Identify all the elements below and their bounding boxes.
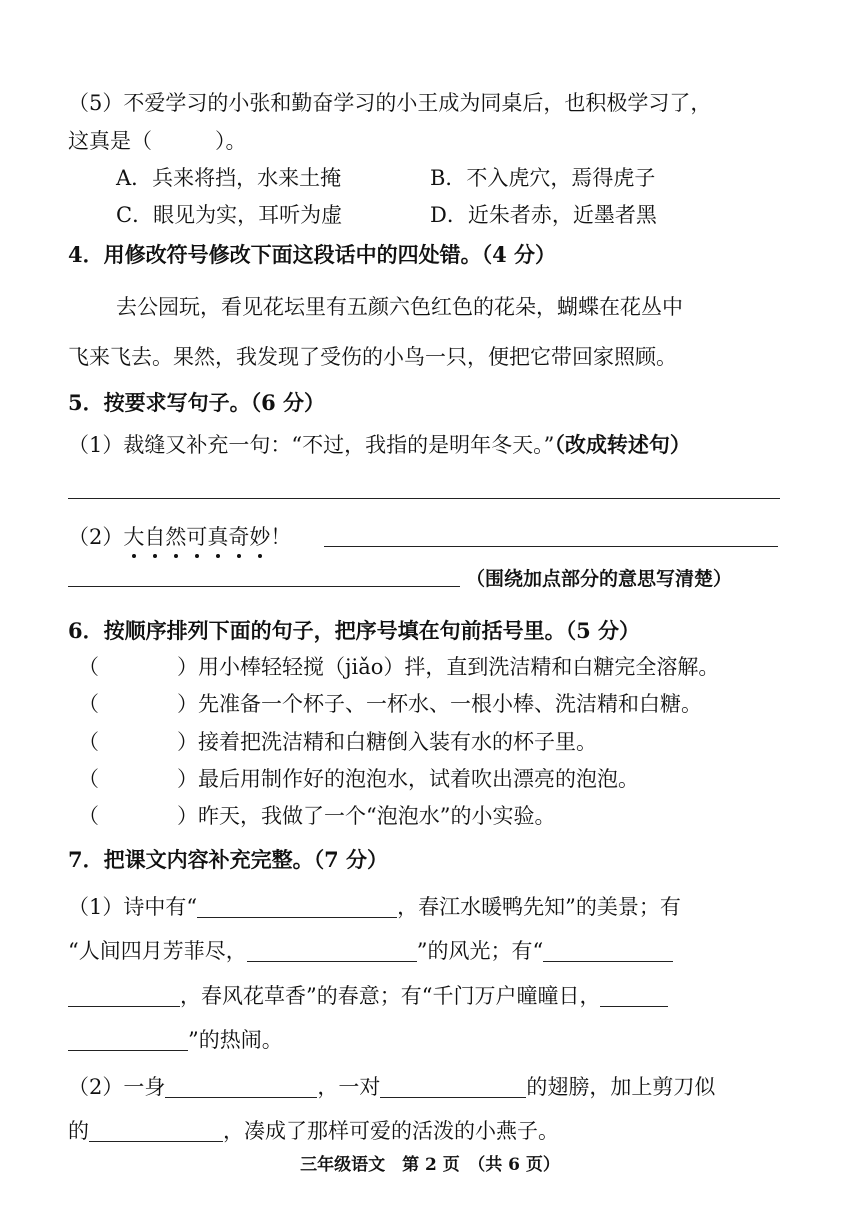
q7-p1-line3 [68,981,668,1011]
close-paren: ） [177,804,198,828]
q7-p2-text-a: （2）一身 [68,1075,166,1099]
q7-title: 7．把课文内容补充完整。（7 分） [68,847,389,872]
open-paren: （ [78,655,99,679]
q5-item2 [68,522,291,552]
option-a: A．兵来将挡，水来土掩 [116,166,342,190]
q4-title: 4．用修改符号修改下面这段话中的四处错。（4 分） [68,242,557,267]
close-paren: ） [177,730,198,754]
q3-5-stem-line2: 这真是（ ）。 [68,129,247,153]
dotted-char: 自 [144,522,165,552]
q6-item-text: 最后用制作好的泡泡水，试着吹出漂亮的泡泡。 [198,767,639,791]
q5-item1-hint: （改成转述句） [554,432,691,457]
q6-title: 6．按顺序排列下面的句子，把序号填在句前括号里。（5 分） [68,618,641,643]
q6-item [78,764,639,794]
q7-p1-text-d: ”的风光；有“ [416,939,544,963]
q6-item [78,727,597,757]
open-paren: （ [78,767,99,791]
q7-p2-text-d: 的 [68,1119,89,1143]
dotted-char: 大 [123,522,144,552]
q5-item2-prefix: （2） [68,525,124,549]
option-c: C．眼见为实，耳听为虚 [116,203,343,227]
open-paren: （ [78,692,99,716]
q5-item2-hint: （围绕加点部分的意思写清楚） [466,568,733,590]
q6-item-text: 先准备一个杯子、一杯水、一根小棒、洗洁精和白糖。 [198,692,702,716]
dotted-char: 奇 [228,522,249,552]
q7-p2-text-c: 的翅膀，加上剪刀似 [526,1075,716,1099]
q5-item2-answer-line-2[interactable] [68,586,460,587]
q3-5-stem-line1: （5）不爱学习的小张和勤奋学习的小王成为同桌后，也积极学习了， [68,91,712,115]
close-paren: ） [177,655,198,679]
q6-item-text: 用小棒轻轻搅（jiǎo）拌，直到洗洁精和白糖完全溶解。 [198,655,720,679]
q7-p1-line2 [68,936,673,966]
q7-blank-6[interactable] [380,1075,526,1098]
q5-item2-dotted-phrase [123,522,270,552]
page-footer: 三年级语文 第 2 页 （共 6 页） [300,1155,560,1175]
dotted-char: 可 [186,522,207,552]
q5-item1 [68,430,691,460]
q4-paragraph-line1: 去公园玩，看见花坛里有五颜六色红色的花朵，蝴蝶在花丛中 [116,295,683,319]
q7-p1-text-f: ”的热闹。 [188,1028,283,1052]
q7-p1-text-c: “人间四月芳菲尽， [68,939,247,963]
q7-p2-text-b: ，一对 [317,1075,381,1099]
q7-blank-2[interactable] [247,939,417,962]
q7-p1-text-a: （1）诗中有“ [68,895,198,919]
q4-paragraph-line2: 飞来飞去。果然，我发现了受伤的小鸟一只，便把它带回家照顾。 [68,345,677,369]
q5-item1-answer-line[interactable] [68,498,780,499]
q7-p1-line1 [68,892,681,922]
q6-item-text: 昨天，我做了一个“泡泡水”的小实验。 [198,804,556,828]
close-paren: ） [177,767,198,791]
q7-blank-3a[interactable] [543,939,673,962]
q7-blank-1[interactable] [197,895,397,918]
dotted-char: 真 [207,522,228,552]
q7-blank-5[interactable] [165,1075,317,1098]
q5-item2-suffix: ！ [270,525,292,549]
q6-item [78,652,719,682]
q7-p1-line4 [68,1025,283,1055]
q7-blank-7[interactable] [89,1119,223,1142]
dotted-char: 妙 [249,522,270,552]
q7-blank-3b[interactable] [68,984,180,1007]
q5-title: 5．按要求写句子。（6 分） [68,390,326,415]
q7-p2-line2 [68,1116,559,1146]
q6-item [78,801,555,831]
q7-p2-text-e: ，凑成了那样可爱的活泼的小燕子。 [223,1119,559,1143]
q7-p1-text-e: ，春风花草香”的春意；有“千门万户曈曈日， [180,984,601,1008]
open-paren: （ [78,804,99,828]
open-paren: （ [78,730,99,754]
q7-blank-4b[interactable] [68,1028,188,1051]
close-paren: ） [177,692,198,716]
dotted-char: 然 [165,522,186,552]
q5-item1-text: （1）裁缝又补充一句：“不过，我指的是明年冬天。” [68,433,555,457]
q7-p1-text-b: ，春江水暖鸭先知”的美景；有 [397,895,681,919]
q7-p2-line1 [68,1072,715,1102]
q6-item [78,689,702,719]
option-b: B．不入虎穴，焉得虎子 [430,166,656,190]
q5-item2-answer-line-1[interactable] [324,546,778,547]
q7-blank-4a[interactable] [600,984,668,1007]
option-d: D．近朱者赤，近墨者黑 [430,203,657,227]
q6-item-text: 接着把洗洁精和白糖倒入装有水的杯子里。 [198,730,597,754]
